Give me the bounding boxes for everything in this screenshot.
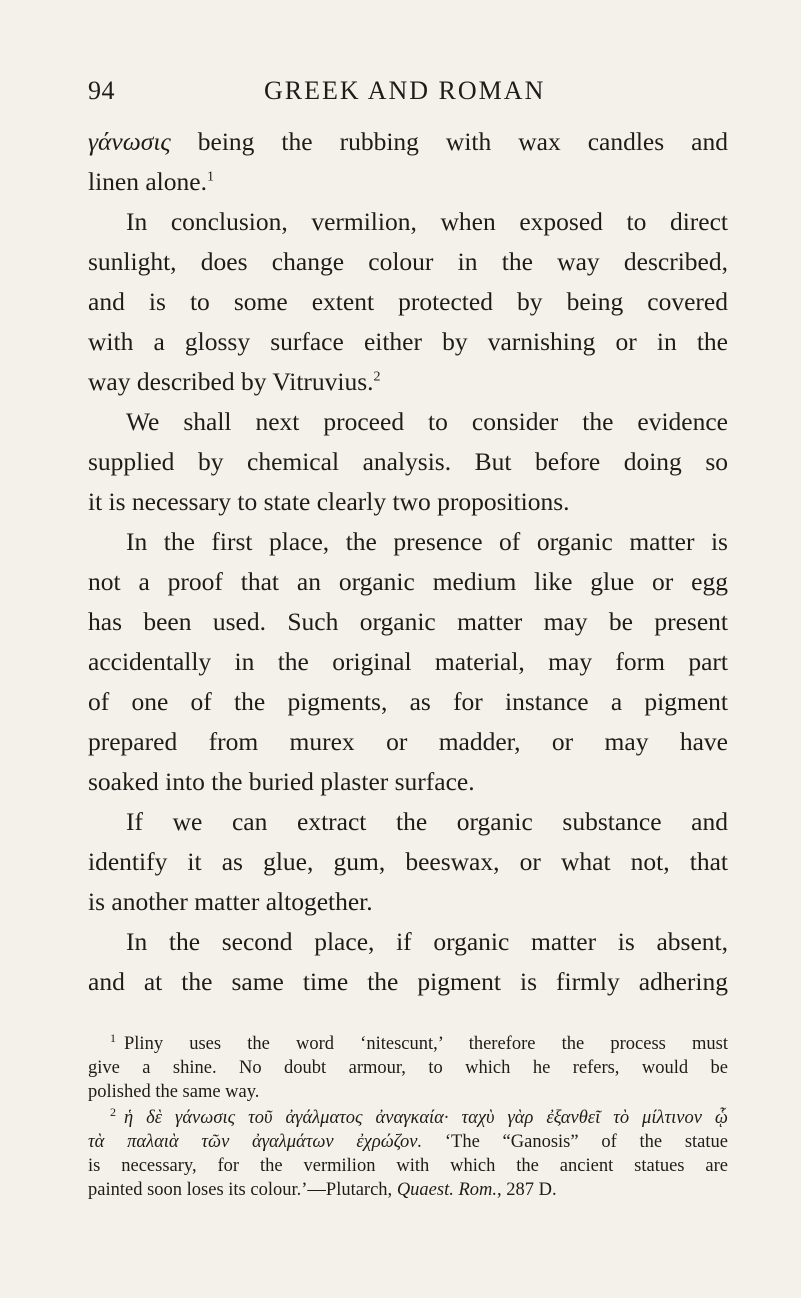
paragraph-start: If we can extract the organic substance and	[126, 807, 728, 836]
text-line: it is necessary to state clearly two propositions.	[88, 487, 570, 516]
text-line: way described by Vitruvius.$^2$	[88, 367, 381, 396]
page-header	[88, 68, 728, 118]
paragraph-start: In the second place, if organic matter is absent,	[126, 927, 728, 956]
text-line: supplied by chemical analysis. But before doing so	[88, 447, 728, 476]
text-line: linen alone.$^1$	[88, 167, 214, 196]
page-number: 94	[88, 76, 115, 105]
text-line: accidentally in the original material, may form part	[88, 647, 728, 676]
text-line: soaked into the buried plaster surface.	[88, 767, 475, 796]
footnote-line: τὰ παλαιὰ τῶν ἀγαλμάτων ἐχρώζον. ‘The “Ganosis” of the statue	[88, 1132, 728, 1152]
greek-word: γάνωσις	[88, 127, 171, 156]
text-line: with a glossy surface either by varnishing or in the	[88, 327, 728, 356]
footnote-ref: 2	[373, 369, 381, 385]
text-line: and is to some extent protected by being covered	[88, 287, 728, 316]
paragraph-start: In conclusion, vermilion, when exposed to direct	[126, 207, 728, 236]
footnote-line: painted soon loses its colour.’—Plutarch, Quaest. Rom., 287 D.	[88, 1180, 557, 1200]
paragraph-start: We shall next proceed to consider the evidence	[126, 407, 728, 436]
running-title: GREEK AND ROMAN	[264, 76, 546, 105]
text-line: prepared from murex or madder, or may have	[88, 727, 728, 756]
footnote-line: polished the same way.	[88, 1082, 260, 1102]
text-line: γάνωσις being the rubbing with wax candles and	[88, 127, 728, 156]
footnote-2: $^2$ ἡ δὲ γάνωσις τοῦ ἀγάλματος ἀναγκαία· ταχὺ γὰρ ἐξανθεῖ τὸ μίλτινον ᾧ	[110, 1104, 728, 1128]
text-line: identify it as glue, gum, beeswax, or what not, that	[88, 847, 728, 876]
footnote-number: 1	[110, 1030, 116, 1045]
text-line: not a proof that an organic medium like glue or egg	[88, 567, 728, 596]
citation-title: Quaest. Rom.	[396, 1180, 498, 1200]
paragraph-start: In the first place, the presence of organic matter is	[126, 527, 728, 556]
text-line: is another matter altogether.	[88, 887, 373, 916]
footnote-line: is necessary, for the vermilion with which the ancient statues are	[88, 1156, 728, 1176]
text-line: sunlight, does change colour in the way described,	[88, 247, 728, 276]
text-line: of one of the pigments, as for instance a pigment	[88, 687, 728, 716]
text-line: and at the same time the pigment is firmly adhering	[88, 967, 728, 996]
footnote-line: give a shine. No doubt armour, to which he refers, would be	[88, 1058, 728, 1078]
footnote-ref: 1	[206, 169, 214, 185]
text-line: has been used. Such organic matter may be present	[88, 607, 728, 636]
footnote-number: 2	[110, 1104, 116, 1119]
footnote-1: $^1$ Pliny uses the word ‘nitescunt,’ therefore the process must	[110, 1030, 728, 1054]
